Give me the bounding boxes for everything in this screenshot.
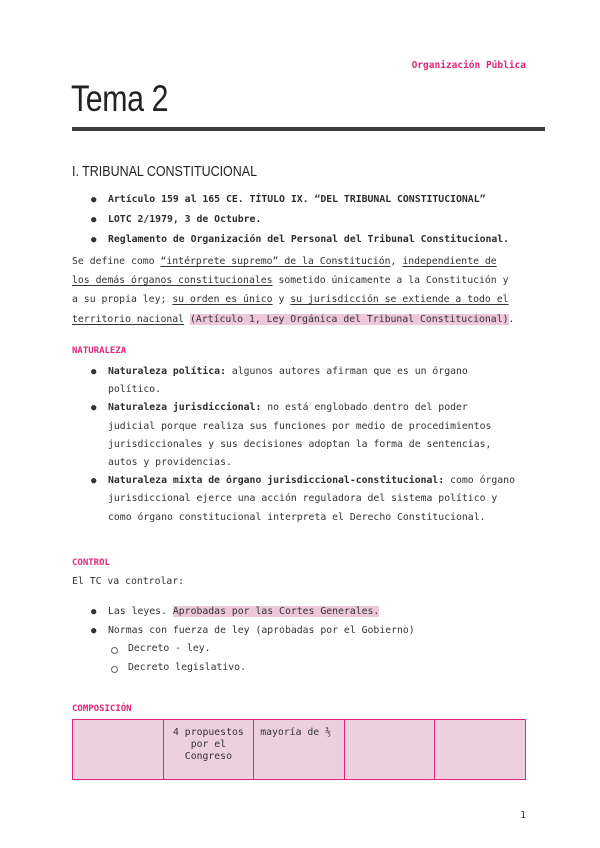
- bullet-dot-icon: ●: [91, 625, 97, 636]
- table-cell: 4 propuestos por el Congreso: [163, 720, 254, 780]
- list-item: Decreto - ley.: [108, 640, 541, 659]
- header-org-label: Organización Pública: [411, 60, 526, 71]
- bullet-dot-icon: ●: [91, 215, 97, 225]
- list-item: ● LOTC 2/1979, 3 de Octubre.: [91, 210, 541, 230]
- circle-bullet-icon: [111, 666, 118, 673]
- table-cell: [344, 720, 435, 780]
- circle-bullet-icon: [111, 647, 118, 654]
- control-list: [91, 603, 541, 677]
- definition-paragraph: Se define como “intérprete supremo” de la Constitución, independiente de los demás órganos constitucionales sometido únicamente a la Constitución y a su propia ley; su orden es único y su jurisdicción se extiende a todo el territorio nacional (Artículo 1, Ley Orgánica del Tribunal Constitucional).: [72, 256, 515, 325]
- naturaleza-heading: NATURALEZA: [72, 346, 127, 356]
- bullet-dot-icon: ●: [91, 607, 97, 617]
- bullet-dot-icon: ●: [91, 403, 97, 414]
- references-list: [91, 190, 541, 250]
- section-heading: I. TRIBUNAL CONSTITUCIONAL: [72, 164, 258, 180]
- list-item: ● Naturaleza jurisdiccional: no está englobado dentro del poder judicial porque realiza sus funciones por medio de procedimientos jurisdiccionales y sus decisiones adoptan la forma de sentencias, autos y providencias.: [91, 399, 541, 472]
- list-item: ● Reglamento de Organización del Personal del Tribunal Constitucional.: [91, 230, 541, 250]
- list-item: ● Las leyes. Aprobadas por las Cortes Generales.: [91, 603, 541, 622]
- control-intro: El TC va controlar:: [72, 576, 185, 587]
- bullet-dot-icon: ●: [91, 367, 97, 377]
- composition-table: [72, 719, 526, 780]
- table-row: [73, 720, 526, 780]
- table-cell: [73, 720, 164, 780]
- list-item: ● Naturaleza mixta de órgano jurisdiccional-constitucional: como órgano jurisdiccional ejerce una acción reguladora del sistema político y como órgano constitucional interpreta el Derecho Constitucional.: [91, 472, 541, 527]
- highlight: Aprobadas por las Cortes Generales.: [172, 606, 380, 617]
- bullet-dot-icon: ●: [91, 195, 97, 205]
- composicion-heading: COMPOSICIÓN: [72, 704, 132, 714]
- list-item: ● Naturaleza política: algunos autores afirman que es un órgano político.: [91, 363, 541, 399]
- control-sublist: [108, 640, 541, 677]
- bullet-dot-icon: ●: [91, 235, 97, 245]
- naturaleza-list: [91, 363, 541, 527]
- list-item: ● Normas con fuerza de ley (aprobadas por el Gobierno) Decreto - ley. Decreto legislativo.: [91, 622, 541, 678]
- highlight: (Artículo 1, Ley Orgánica del Tribunal Constitucional): [189, 313, 509, 325]
- list-item: ● Artículo 159 al 165 CE. TÍTULO IX. “DEL TRIBUNAL CONSTITUCIONAL”: [91, 190, 541, 210]
- table-cell: [435, 720, 526, 780]
- title-rule: [72, 127, 545, 131]
- table-cell: mayoría de ⅗: [254, 720, 345, 780]
- page-title: Tema 2: [71, 78, 169, 119]
- page-number: 1: [520, 810, 526, 821]
- control-heading: CONTROL: [72, 558, 110, 568]
- list-item: Decreto legislativo.: [108, 659, 541, 678]
- bullet-dot-icon: ●: [91, 476, 97, 487]
